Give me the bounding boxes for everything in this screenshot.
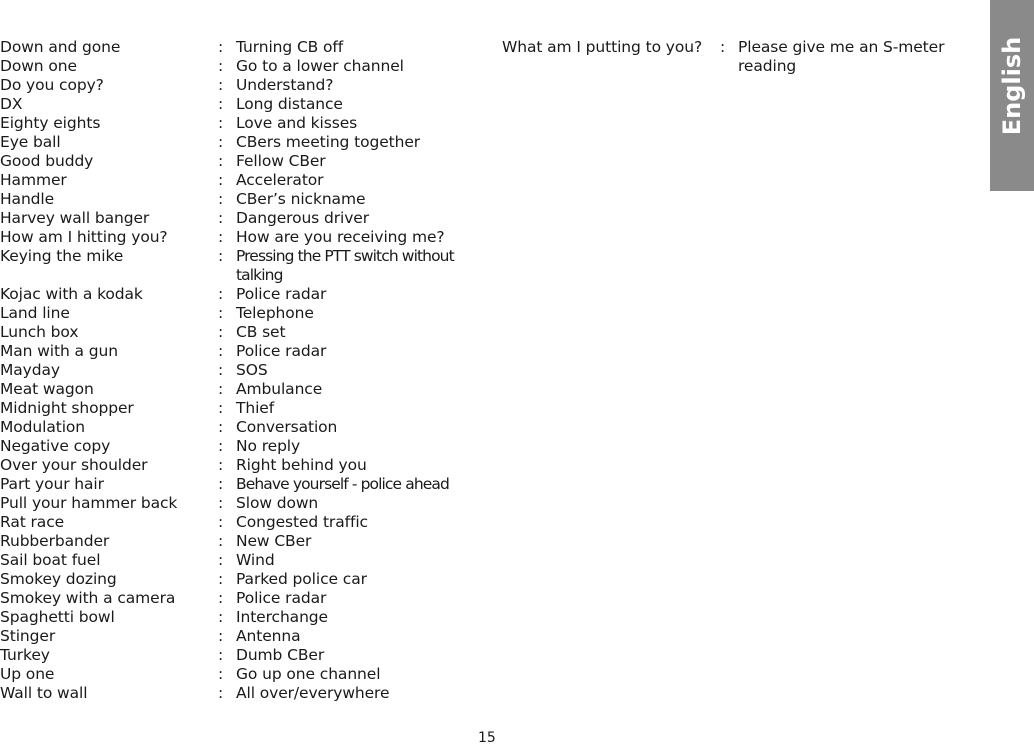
glossary-row (0, 342, 480, 361)
glossary-separator: : (218, 323, 224, 341)
glossary-row (0, 152, 480, 171)
glossary-term: Pull your hammer back (0, 494, 178, 512)
glossary-separator: : (218, 627, 224, 645)
glossary-separator: : (218, 475, 224, 493)
glossary-row (0, 76, 480, 95)
glossary-separator: : (218, 399, 224, 417)
glossary-right-column (502, 38, 972, 76)
glossary-term: Mayday (0, 361, 60, 379)
glossary-separator: : (218, 304, 224, 322)
glossary-term: Sail boat fuel (0, 551, 101, 569)
glossary-definition: Right behind you (236, 456, 367, 474)
glossary-separator: : (218, 247, 224, 265)
glossary-term: Turkey (0, 646, 50, 664)
glossary-row (0, 247, 480, 285)
glossary-term: Eighty eights (0, 114, 101, 132)
glossary-row (0, 646, 480, 665)
glossary-term: Negative copy (0, 437, 111, 455)
glossary-row (0, 608, 480, 627)
glossary-row (0, 190, 480, 209)
language-tab-label: English (998, 36, 1026, 136)
glossary-separator: : (218, 513, 224, 531)
glossary-definition: Interchange (236, 608, 328, 626)
glossary-definition: CBers meeting together (236, 133, 421, 151)
glossary-term: How am I hitting you? (0, 228, 168, 246)
glossary-definition: How are you receiving me? (236, 228, 445, 246)
glossary-definition: Police radar (236, 285, 327, 303)
glossary-term: Meat wagon (0, 380, 94, 398)
glossary-definition: Go to a lower channel (236, 57, 404, 75)
glossary-row (0, 570, 480, 589)
glossary-term: Lunch box (0, 323, 79, 341)
glossary-term: Kojac with a kodak (0, 285, 143, 303)
glossary-separator: : (218, 608, 224, 626)
glossary-definition: SOS (236, 361, 268, 379)
glossary-definition: Wind (236, 551, 275, 569)
glossary-term: Hammer (0, 171, 67, 189)
glossary-separator: : (218, 380, 224, 398)
glossary-row (0, 209, 480, 228)
glossary-row (0, 114, 480, 133)
glossary-definition: Pressing the PTT switch without talking (236, 247, 454, 284)
glossary-definition: Dangerous driver (236, 209, 369, 227)
glossary-row (0, 456, 480, 475)
glossary-separator: : (218, 342, 224, 360)
glossary-row (0, 684, 480, 703)
glossary-separator: : (218, 551, 224, 569)
glossary-row (0, 532, 480, 551)
glossary-row (0, 399, 480, 418)
glossary-separator: : (218, 190, 224, 208)
glossary-term: Keying the mike (0, 247, 124, 265)
glossary-definition: Congested traffic (236, 513, 368, 531)
glossary-definition: Conversation (236, 418, 338, 436)
glossary-term: Spaghetti bowl (0, 608, 115, 626)
glossary-term: Midnight shopper (0, 399, 134, 417)
glossary-separator: : (218, 437, 224, 455)
glossary-separator: : (218, 361, 224, 379)
glossary-term: Do you copy? (0, 76, 104, 94)
glossary-row (0, 133, 480, 152)
glossary-definition: Behave yourself - police ahead (236, 475, 449, 493)
glossary-left-column (0, 38, 480, 703)
glossary-separator: : (218, 114, 224, 132)
glossary-row (0, 437, 480, 456)
glossary-row (0, 380, 480, 399)
glossary-term: Down one (0, 57, 77, 75)
glossary-term: Over your shoulder (0, 456, 148, 474)
glossary-definition: CB set (236, 323, 286, 341)
glossary-term: Good buddy (0, 152, 94, 170)
glossary-row (0, 57, 480, 76)
glossary-definition: Parked police car (236, 570, 367, 588)
glossary-row (0, 475, 480, 494)
glossary-term: Harvey wall banger (0, 209, 150, 227)
glossary-definition: Go up one channel (236, 665, 381, 683)
glossary-definition: Understand? (236, 76, 334, 94)
glossary-definition: Dumb CBer (236, 646, 325, 664)
glossary-row (0, 38, 480, 57)
glossary-definition: CBer’s nickname (236, 190, 366, 208)
glossary-definition: Police radar (236, 342, 327, 360)
glossary-separator: : (218, 152, 224, 170)
glossary-row (502, 38, 972, 76)
language-tab (990, 0, 1034, 191)
glossary-row (0, 494, 480, 513)
glossary-row (0, 171, 480, 190)
glossary-row (0, 418, 480, 437)
glossary-definition: Accelerator (236, 171, 324, 189)
glossary-separator: : (218, 684, 224, 702)
glossary-definition: Telephone (236, 304, 314, 322)
glossary-separator: : (218, 418, 224, 436)
glossary-definition: Turning CB off (236, 38, 344, 56)
glossary-definition: Antenna (236, 627, 301, 645)
glossary-term: What am I putting to you? (502, 38, 703, 56)
glossary-separator: : (218, 38, 224, 56)
glossary-definition: Slow down (236, 494, 319, 512)
glossary-row (0, 304, 480, 323)
glossary-separator: : (218, 646, 224, 664)
glossary-row (0, 627, 480, 646)
glossary-term: Down and gone (0, 38, 121, 56)
glossary-separator: : (218, 285, 224, 303)
glossary-separator: : (720, 38, 726, 56)
glossary-row (0, 665, 480, 684)
glossary-term: Modulation (0, 418, 86, 436)
glossary-term: Rat race (0, 513, 65, 531)
glossary-term: Stinger (0, 627, 56, 645)
glossary-definition: No reply (236, 437, 301, 455)
glossary-row (0, 513, 480, 532)
glossary-row (0, 285, 480, 304)
glossary-row (0, 323, 480, 342)
glossary-definition: All over/everywhere (236, 684, 390, 702)
glossary-separator: : (218, 228, 224, 246)
glossary-definition: Love and kisses (236, 114, 358, 132)
glossary-separator: : (218, 57, 224, 75)
glossary-definition: Police radar (236, 589, 327, 607)
glossary-term: Up one (0, 665, 55, 683)
glossary-definition: Ambulance (236, 380, 323, 398)
glossary-separator: : (218, 209, 224, 227)
glossary-term: Rubberbander (0, 532, 110, 550)
glossary-term: Man with a gun (0, 342, 118, 360)
glossary-separator: : (218, 95, 224, 113)
glossary-term: Smokey with a camera (0, 589, 176, 607)
glossary-separator: : (218, 589, 224, 607)
glossary-term: Wall to wall (0, 684, 88, 702)
glossary-definition: Thief (236, 399, 275, 417)
glossary-separator: : (218, 171, 224, 189)
glossary-separator: : (218, 570, 224, 588)
glossary-definition: Please give me an S-meter reading (738, 38, 945, 75)
glossary-separator: : (218, 133, 224, 151)
glossary-term: Land line (0, 304, 70, 322)
glossary-row (0, 95, 480, 114)
glossary-separator: : (218, 76, 224, 94)
glossary-separator: : (218, 532, 224, 550)
glossary-term: Handle (0, 190, 55, 208)
glossary-separator: : (218, 665, 224, 683)
glossary-definition: Fellow CBer (236, 152, 326, 170)
glossary-term: Smokey dozing (0, 570, 117, 588)
glossary-term: Eye ball (0, 133, 61, 151)
glossary-row (0, 551, 480, 570)
glossary-term: DX (0, 95, 23, 113)
glossary-separator: : (218, 494, 224, 512)
glossary-row (0, 589, 480, 608)
page-number: 15 (478, 730, 496, 746)
glossary-definition: Long distance (236, 95, 343, 113)
glossary-separator: : (218, 456, 224, 474)
glossary-term: Part your hair (0, 475, 104, 493)
glossary-row (0, 361, 480, 380)
glossary-definition: New CBer (236, 532, 312, 550)
glossary-row (0, 228, 480, 247)
